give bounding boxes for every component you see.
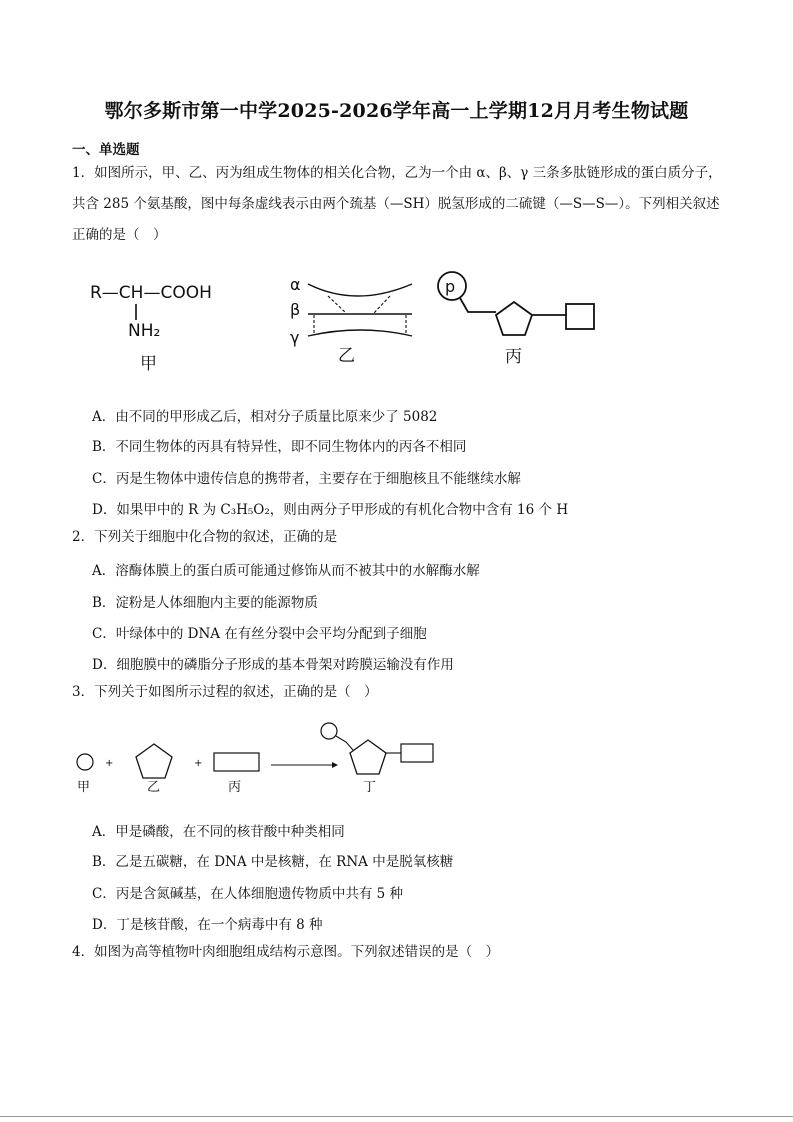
option-b: B．乙是五碳糖，在 DNA 中是核糖，在 RNA 中是脱氧核糖 xyxy=(92,854,454,870)
pentose-sugar xyxy=(136,744,172,778)
option-a: A．甲是磷酸，在不同的核苷酸中种类相同 xyxy=(92,824,345,840)
option-c: C．叶绿体中的 DNA 在有丝分裂中会平均分配到子细胞 xyxy=(92,626,427,642)
option-b: B．淀粉是人体细胞内主要的能源物质 xyxy=(92,595,318,611)
amino-acid-formula: R—CH—COOH xyxy=(90,283,212,303)
figure-label-yi: 乙 xyxy=(338,346,355,366)
disulfide-bond-line xyxy=(374,296,390,313)
figure-label-bing: 丙 xyxy=(505,347,522,367)
figure-label-yi: 乙 xyxy=(147,780,161,795)
phosphate-circle xyxy=(77,754,93,770)
option-a: A．由不同的甲形成乙后，相对分子质量比原来少了 5082 xyxy=(92,409,438,425)
option-c: C．丙是生物体中遗传信息的携带者，主要存在于细胞核且不能继续水解 xyxy=(92,471,521,487)
nitrogenous-base xyxy=(214,753,259,771)
plus-sign: + xyxy=(194,758,203,769)
nitrogenous-base xyxy=(566,304,594,329)
chain-label-alpha: α xyxy=(290,275,301,294)
option-d: D．如果甲中的 R 为 C₃H₅O₂，则由两分子甲形成的有机化合物中含有 16 个 H xyxy=(92,502,569,518)
nucleotide-formation-process xyxy=(77,723,433,795)
pentose-sugar xyxy=(496,302,532,335)
section-heading: 一、单选题 xyxy=(72,142,140,158)
chain-label-beta: β xyxy=(290,300,301,319)
phosphate-label: p xyxy=(445,277,456,296)
protein-three-chains xyxy=(290,275,412,366)
question-3-figure xyxy=(70,718,450,796)
option-d: D．细胞膜中的磷脂分子形成的基本骨架对跨膜运输没有作用 xyxy=(92,657,454,673)
question-1-stem: 1．如图所示，甲、乙、丙为组成生物体的相关化合物，乙为一个由 α、β、γ 三条多肽链形成的蛋白质分子，共含 285 个氨基酸，图中每条虚线表示由两个巯基（—SH）脱氢形成的二硫键（—S—S—）。下列相关叙述正确的是（ ） xyxy=(72,165,722,243)
disulfide-bond-line xyxy=(328,296,346,313)
option-a: A．溶酶体膜上的蛋白质可能通过修饰从而不被其中的水解酶水解 xyxy=(92,563,480,579)
figure-label-ding: 丁 xyxy=(363,780,377,795)
figure-label-jia: 甲 xyxy=(140,354,157,374)
phosphate-sugar-bond xyxy=(460,298,496,312)
amino-acid-structure xyxy=(90,283,212,374)
arrow-head xyxy=(332,762,338,768)
amino-group: NH₂ xyxy=(128,321,161,341)
nitrogenous-base xyxy=(401,744,433,762)
figure-label-jia: 甲 xyxy=(77,780,91,795)
phosphate-circle xyxy=(321,723,337,739)
page-bottom-rule xyxy=(0,1116,793,1117)
alpha-chain xyxy=(308,284,412,296)
question-4-stem: 4．如图为高等植物叶肉细胞组成结构示意图。下列叙述错误的是（ ） xyxy=(72,944,500,960)
figure-label-bing: 丙 xyxy=(228,780,242,795)
option-b: B．不同生物体的丙具有特异性，即不同生物体内的丙各不相同 xyxy=(92,439,467,455)
question-2-stem: 2．下列关于细胞中化合物的叙述，正确的是 xyxy=(72,529,338,545)
pentose-sugar xyxy=(350,740,386,774)
option-c: C．丙是含氮碱基，在人体细胞遗传物质中共有 5 种 xyxy=(92,886,404,902)
plus-sign: + xyxy=(105,758,114,769)
gamma-chain xyxy=(308,330,412,336)
option-d: D．丁是核苷酸，在一个病毒中有 8 种 xyxy=(92,917,323,933)
question-3-stem: 3．下列关于如图所示过程的叙述，正确的是（ ） xyxy=(72,684,378,700)
phosphate-sugar-bond xyxy=(336,736,353,750)
page-title: 鄂尔多斯市第一中学2025-2026学年高一上学期12月月考生物试题 xyxy=(104,100,689,122)
question-1-figure xyxy=(84,268,604,380)
chain-label-gamma: γ xyxy=(290,328,300,347)
nucleotide-structure xyxy=(438,272,594,367)
